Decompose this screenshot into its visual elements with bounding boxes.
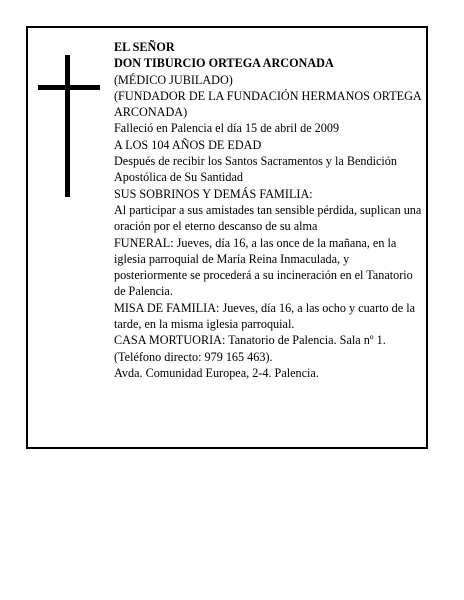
cross-horizontal-bar [38,85,100,90]
deceased-founder-note: (FUNDADOR DE LA FUNDACIÓN HERMANOS ORTEGA ARCONADA) [114,88,422,120]
cross-vertical-bar [65,55,70,197]
mortuary-address: Avda. Comunidad Europea, 2-4. Palencia. [114,365,319,380]
announcement-text: Al participar a sus amistades tan sensible pérdida, suplican una oración por el eterno descanso de su alma [114,202,422,234]
obituary-text [114,39,422,381]
deceased-name: DON TIBURCIO ORTEGA ARCONADA [114,56,334,71]
deceased-title: EL SEÑOR [114,40,175,54]
family-heading: SUS SOBRINOS Y DEMÁS FAMILIA: [114,186,313,201]
funeral-details: FUNERAL: Jueves, día 16, a las once de la mañana, en la iglesia parroquial de María Reina Inmaculada, y posteriormente se procederá a su incineración en el Tanatorio de Palencia. [114,235,413,299]
age-at-death: A LOS 104 AÑOS DE EDAD [114,137,262,152]
family-mass-details: MISA DE FAMILIA: Jueves, día 16, a las ocho y cuarto de la tarde, en la misma iglesia parroquial. [114,300,416,332]
mortuary-details: CASA MORTUORIA: Tanatorio de Palencia. Sala nº 1. (Teléfono directo: 979 165 463). [114,333,386,364]
deceased-profession: (MÉDICO JUBILADO) [114,72,233,87]
death-date: Falleció en Palencia el día 15 de abril de 2009 [114,121,340,136]
sacraments-note: Después de recibir los Santos Sacramentos y la Bendición Apostólica de Su Santidad [114,154,397,185]
